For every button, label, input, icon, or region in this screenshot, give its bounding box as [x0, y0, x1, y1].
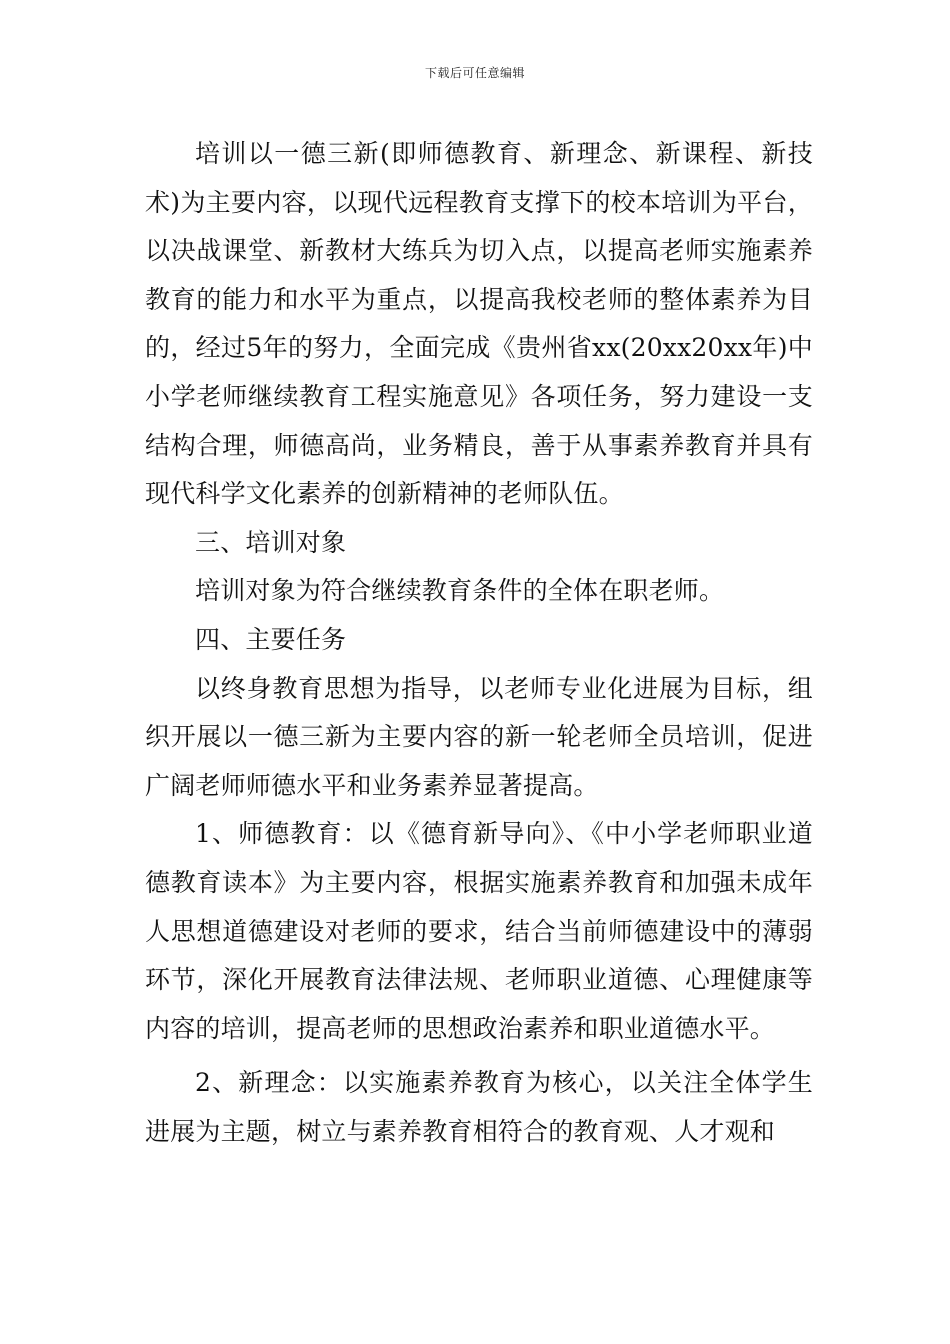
paragraph-training-content: 培训以一德三新(即师德教育、新理念、新课程、新技术)为主要内容，以现代远程教育支撑下的校本培训为平台，以决战课堂、新教材大练兵为切入点，以提高老师实施素养教育的能力和水平为重点，以提高我校老师的整体素养为目的，经过5年的努力，全面完成《贵州省xx(20xx20xx年)中小学老师继续教育工程实施意见》各项任务，努力建设一支结构合理，师德高尚，业务精良，善于从事素养教育并具有现代科学文化素养的创新精神的老师队伍。 [145, 139, 813, 509]
page-header: 下载后可任意编辑 [424, 66, 525, 80]
paragraph-training-targets: 培训对象为符合继续教育条件的全体在职老师。 [195, 576, 725, 606]
heading-training-targets: 三、培训对象 [195, 527, 347, 557]
paragraph-main-tasks: 以终身教育思想为指导，以老师专业化进展为目标，组织开展以一德三新为主要内容的新一轮老师全员培训，促进广阔老师师德水平和业务素养显著提高。 [145, 673, 813, 800]
paragraph-ethics-education: 1、师德教育：以《德育新导向》、《中小学老师职业道德教育读本》为主要内容，根据实施素养教育和加强未成年人思想道德建设对老师的要求，结合当前师德建设中的薄弱环节，深化开展教育法律法规、老师职业道德、心理健康等内容的培训，提高老师的思想政治素养和职业道德水平。 [145, 819, 813, 1043]
paragraph-new-concepts: 2、新理念：以实施素养教育为核心，以关注全体学生进展为主题，树立与素养教育相符合的教育观、人才观和 [145, 1068, 813, 1146]
heading-main-tasks: 四、主要任务 [195, 624, 347, 654]
document-body [145, 130, 813, 1156]
